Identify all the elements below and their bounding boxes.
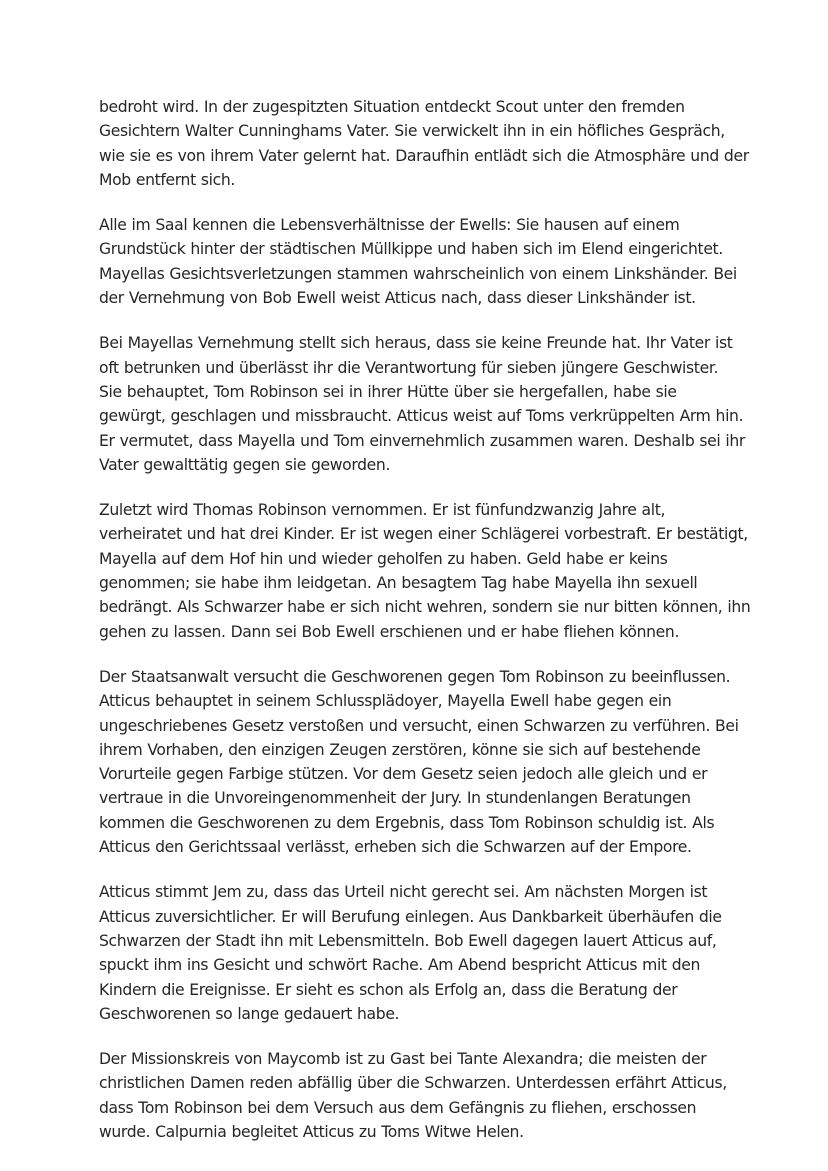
text-line: bedroht wird. In der zugespitzten Situation entdeckt Scout unter den fremden [99, 98, 685, 116]
document-page [99, 95, 751, 1165]
text-line: Atticus stimmt Jem zu, dass das Urteil nicht gerecht sei. Am nächsten Morgen ist [99, 883, 708, 902]
text-line: Kindern die Ereignisse. Er sieht es schon als Erfolg an, dass die Beratung der [99, 980, 678, 999]
text-line: gehen zu lassen. Dann sei Bob Ewell erschienen und er habe fliehen können. [99, 622, 680, 641]
text-line: verheiratet und hat drei Kinder. Er ist wegen einer Schlägerei vorbestraft. Er bestätigt, [99, 525, 748, 544]
text-line: Vorurteile gegen Farbige stützen. Vor dem Gesetz seien jedoch alle gleich und er [99, 765, 708, 784]
text-line: Vater gewalttätig gegen sie geworden. [99, 455, 391, 474]
text-line: oft betrunken und überlässt ihr die Verantwortung für sieben jüngere Geschwister. [99, 358, 719, 377]
text-line: Der Staatsanwalt versucht die Geschworenen gegen Tom Robinson zu beeinflussen. [99, 667, 731, 686]
text-line: Atticus behauptet in seinem Schlussplädoyer, Mayella Ewell habe gegen ein [99, 692, 672, 711]
paragraph-verdict [99, 665, 739, 859]
text-line: Schwarzen der Stadt ihn mit Lebensmitteln. Bob Ewell dagegen lauert Atticus auf, [99, 931, 717, 950]
text-line: genommen; sie habe ihm leidgetan. An besagtem Tag habe Mayella ihn sexuell [99, 574, 698, 593]
text-line: Atticus zuversichtlicher. Er will Berufung einlegen. Aus Dankbarkeit überhäufen die [99, 907, 722, 926]
text-line: Atticus den Gerichtssaal verlässt, erheben sich die Schwarzen auf der Empore. [99, 838, 692, 857]
text-line: bedrängt. Als Schwarzer habe er sich nicht wehren, sondern sie nur bitten können, ihn [99, 598, 751, 617]
text-line: Geschworenen so lange gedauert habe. [99, 1004, 400, 1023]
text-line: Gesichtern Walter Cunninghams Vater. Sie verwickelt ihn in ein höfliches Gespräch, [99, 122, 725, 141]
text-line: Alle im Saal kennen die Lebensverhältnisse der Ewells: Sie hausen auf einem [99, 216, 680, 235]
paragraph-mayella-testimony [99, 331, 745, 477]
text-line: Bei Mayellas Vernehmung stellt sich heraus, dass sie keine Freunde hat. Ihr Vater ist [99, 334, 733, 353]
text-line: ungeschriebenes Gesetz verstoßen und versucht, einen Schwarzen zu verführen. Bei [99, 716, 739, 735]
text-line: kommen die Geschworenen zu dem Ergebnis, dass Tom Robinson schuldig ist. Als [99, 813, 715, 832]
text-line: Zuletzt wird Thomas Robinson vernommen. Er ist fünfundzwanzig Jahre alt, [99, 501, 666, 520]
paragraph-mob-scene [99, 95, 749, 192]
text-line: Sie behauptet, Tom Robinson sei in ihrer Hütte über sie hergefallen, habe sie [99, 382, 677, 401]
paragraph-aftermath [99, 880, 739, 1026]
paragraph-robinson-testimony [99, 498, 751, 644]
text-line: Mob entfernt sich. [99, 170, 235, 189]
text-line: christlichen Damen reden abfällig über die Schwarzen. Unterdessen erfährt Atticus, [99, 1074, 727, 1093]
text-line: ihrem Vorhaben, den einzigen Zeugen zerstören, könne sie sich auf bestehende [99, 740, 701, 759]
text-line: wie sie es von ihrem Vater gelernt hat. Daraufhin entlädt sich die Atmosphäre und der [99, 146, 749, 165]
paragraph-ewells [99, 213, 739, 310]
text-line: spuckt ihm ins Gesicht und schwört Rache. Am Abend bespricht Atticus mit den [99, 956, 701, 975]
text-line: der Vernehmung von Bob Ewell weist Atticus nach, dass dieser Linkshänder ist. [99, 289, 696, 308]
text-line: vertraue in die Unvoreingenommenheit der Jury. In stundenlangen Beratungen [99, 789, 691, 808]
text-line: gewürgt, geschlagen und missbraucht. Atticus weist auf Toms verkrüppelten Arm hin. [99, 407, 744, 426]
text-line: Mayellas Gesichtsverletzungen stammen wahrscheinlich von einem Linkshänder. Bei [99, 264, 737, 283]
text-line: Der Missionskreis von Maycomb ist zu Gast bei Tante Alexandra; die meisten der [99, 1050, 707, 1069]
text-line: Mayella auf dem Hof hin und wieder geholfen zu haben. Geld habe er keins [99, 549, 668, 568]
text-line: Grundstück hinter der städtischen Müllkippe und haben sich im Elend eingerichtet. [99, 240, 723, 259]
text-line: Er vermutet, dass Mayella und Tom einvernehmlich zusammen waren. Deshalb sei ihr [99, 431, 745, 450]
text-line: wurde. Calpurnia begleitet Atticus zu Toms Witwe Helen. [99, 1122, 524, 1141]
paragraph-missionary-circle [99, 1047, 739, 1144]
text-line: dass Tom Robinson bei dem Versuch aus dem Gefängnis zu fliehen, erschossen [99, 1098, 697, 1117]
